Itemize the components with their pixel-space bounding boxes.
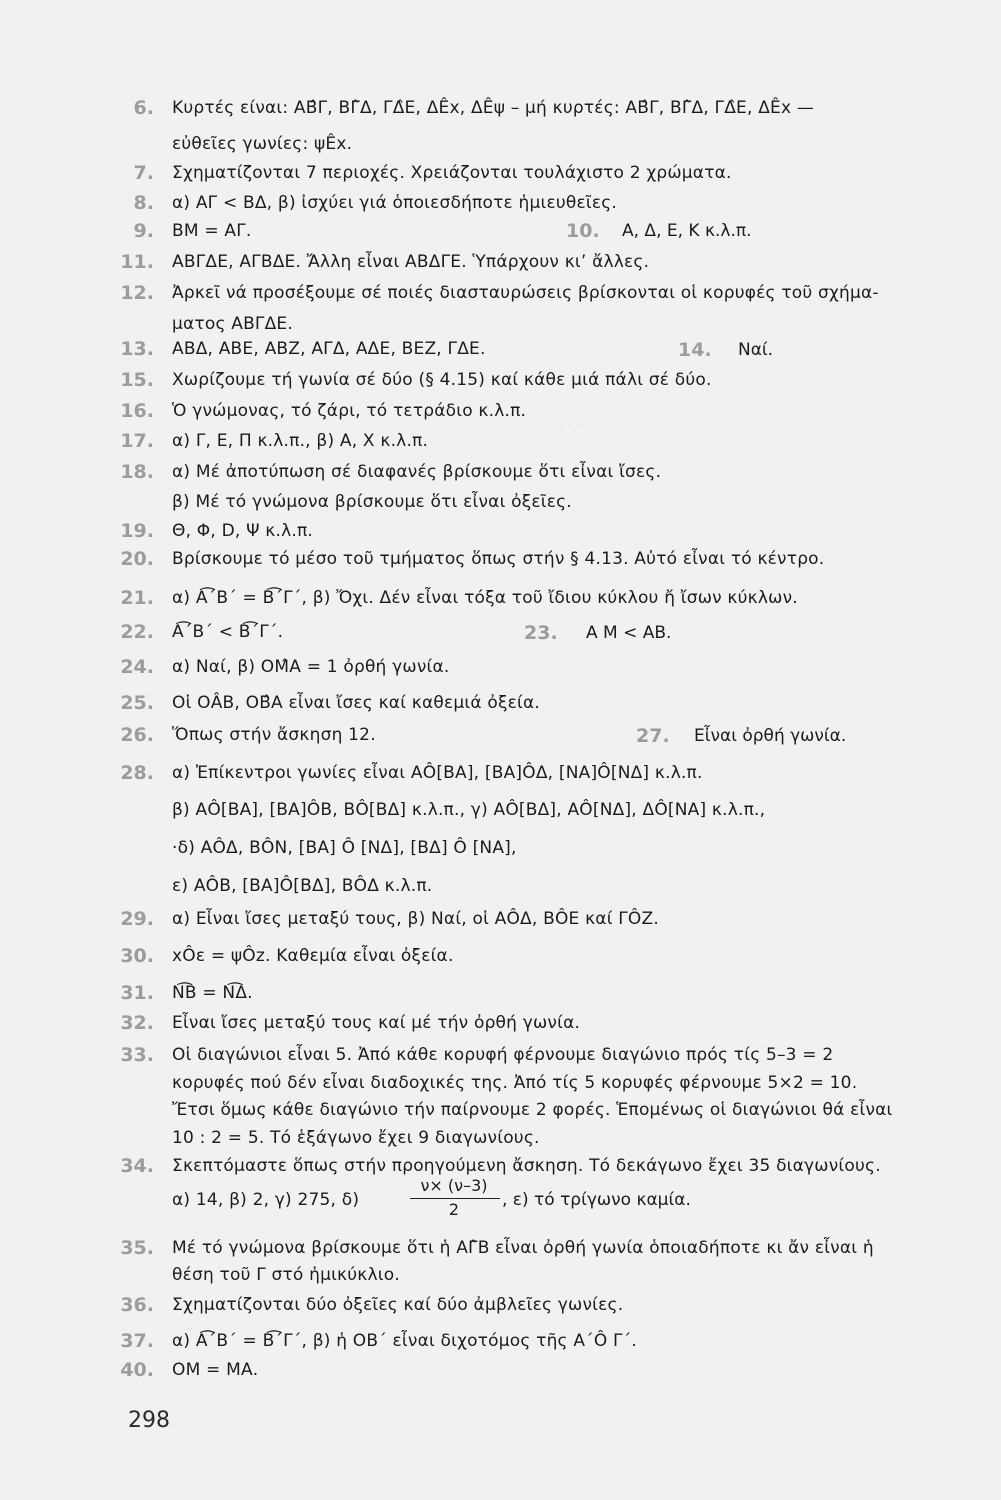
- item-number: 23.: [524, 622, 558, 644]
- item-text-line: α) Ἐπίκεντροι γωνίες εἶναι ΑÔ[ΒΑ], [ΒΑ]ÔΔ, [ΝΑ]Ô[ΝΔ] κ.λ.π.: [172, 763, 703, 783]
- item-number: 30.: [120, 945, 154, 967]
- item-number: 24.: [120, 656, 154, 678]
- item-number: 20.: [120, 548, 154, 570]
- item-text: Α, Δ, Ε, Κ κ.λ.π.: [622, 221, 752, 241]
- item-text-line: Σκεπτόμαστε ὅπως στήν προηγούμενη ἄσκηση. Τό δεκάγωνο ἔχει 35 διαγωνίους.: [172, 1156, 881, 1176]
- item-number: 37.: [120, 1330, 154, 1352]
- item-number: 19.: [120, 520, 154, 542]
- item-number: 25.: [120, 692, 154, 714]
- item-text-line: Μέ τό γνώμονα βρίσκουμε ὅτι ἡ ΑΓ̂Β εἶναι ὀρθή γωνία ὁποιαδήποτε κι ἄν εἶναι ἡ: [172, 1238, 874, 1258]
- item-text-line: ματος ΑΒΓΔΕ.: [172, 314, 293, 334]
- item-number: 12.: [120, 282, 154, 304]
- item-number: 6.: [133, 97, 154, 119]
- item-text-line: ΑΒΔ, ΑΒΕ, ΑΒΖ, ΑΓΔ, ΑΔΕ, ΒΕΖ, ΓΔΕ.: [172, 339, 486, 359]
- item-text-line: ε) ΑÔΒ, [ΒΑ]Ô[ΒΔ], ΒÔΔ κ.λ.π.: [172, 876, 433, 896]
- item-text-line: εὐθεῖες γωνίες: ψÊx.: [172, 134, 353, 154]
- item-text-line: β) ΑÔ[ΒΑ], [ΒΑ]ÔΒ, ΒÔ[ΒΔ] κ.λ.π., γ) ΑÔ[ΒΔ], ΑÔ[ΝΔ], ΔÔ[ΝΑ] κ.λ.π.,: [172, 800, 766, 820]
- item-number: 29.: [120, 908, 154, 930]
- item-text-line: Ἔτσι ὅμως κάθε διαγώνιο τήν παίρνουμε 2 φορές. Ἑπομένως οἱ διαγώνιοι θά εἶναι: [172, 1100, 893, 1120]
- page-number: 298: [128, 1408, 170, 1433]
- item-number: 13.: [120, 338, 154, 360]
- item-number: 36.: [120, 1294, 154, 1316]
- item-text-line: Α͡΄Β΄ < Β͡΄Γ΄.: [172, 622, 284, 642]
- item-text-line: Ν͡Β = Ν͡Δ.: [172, 983, 253, 1003]
- item-text-line: α) 14, β) 2, γ) 275, δ): [172, 1190, 360, 1210]
- item-number: 34.: [120, 1155, 154, 1177]
- item-number: 40.: [120, 1359, 154, 1381]
- item-text: Ναί.: [738, 340, 774, 360]
- item-number: 32.: [120, 1012, 154, 1034]
- item-text-line: Κυρτές είναι: ΑΒ̂Γ, ΒΓ̂Δ, ΓΔ̂Ε, ΔÊx, ΔÊψ – μή κυρτές: ΑΒ̂Γ, ΒΓ̂Δ, ΓΔ̂Ε, ΔÊx —: [172, 98, 815, 118]
- item-text-line: Οἱ διαγώνιοι εἶναι 5. Ἀπό κάθε κορυφή φέρνουμε διαγώνιο πρός τίς 5–3 = 2: [172, 1045, 834, 1065]
- item-number: 7.: [133, 162, 154, 184]
- item-text-line: Θ, Φ, D, Ψ κ.λ.π.: [172, 521, 313, 541]
- fraction-denominator: 2: [448, 1200, 460, 1219]
- item-number: 31.: [120, 982, 154, 1004]
- item-number: 17.: [120, 430, 154, 452]
- item-number: 14.: [678, 339, 712, 361]
- item-number: 27.: [636, 725, 670, 747]
- item-text-line: α) Εἶναι ἴσες μεταξύ τους, β) Ναί, οἱ ΑÔΔ, ΒÔΕ καί ΓÔΖ.: [172, 909, 659, 929]
- item-text-line: α) Ναί, β) ΟΜ̂Α = 1 ὀρθή γωνία.: [172, 657, 450, 677]
- item-text-line: α) ΑΓ < ΒΔ, β) ἰσχύει γιά ὁποιεσδήποτε ἡμιευθεῖες.: [172, 193, 618, 213]
- item-text: Α Μ < ΑΒ.: [586, 623, 672, 643]
- item-text: Εἶναι ὀρθή γωνία.: [694, 726, 847, 746]
- item-number: 26.: [120, 724, 154, 746]
- item-number: 21.: [120, 587, 154, 609]
- item-text-line: κορυφές πού δέν εἶναι διαδοχικές της. Ἀπό τίς 5 κορυφές φέρνουμε 5×2 = 10.: [172, 1073, 858, 1093]
- item-text: , ε) τό τρίγωνο καμία.: [502, 1190, 691, 1210]
- item-text-line: α) Α͡΄Β΄ = Β͡΄Γ΄, β) Ὄχι. Δέν εἶναι τόξα τοῦ ἴδιου κύκλου ἤ ἴσων κύκλων.: [172, 588, 798, 608]
- item-text-line: Βρίσκουμε τό μέσο τοῦ τμήματος ὅπως στήν § 4.13. Αὐτό εἶναι τό κέντρο.: [172, 549, 825, 569]
- item-text-line: Ὅπως στήν ἄσκηση 12.: [172, 725, 376, 745]
- item-text-line: α) Α͡΄Β΄ = Β͡΄Γ΄, β) ἡ ΟΒ΄ εἶναι διχοτόμος τῆς Α΄Ô Γ΄.: [172, 1331, 638, 1351]
- item-number: 22.: [120, 621, 154, 643]
- item-number: 33.: [120, 1044, 154, 1066]
- item-text-line: ΒΜ = ΑΓ.: [172, 221, 252, 241]
- item-number: 18.: [120, 461, 154, 483]
- item-text-line: Οἱ ΟÂΒ, ΟΒ̂Α εἶναι ἴσες καί καθεμιά ὀξεία.: [172, 693, 540, 713]
- item-text-line: ΟΜ = ΜΑ.: [172, 1360, 259, 1380]
- item-text-line: Σχηματίζονται δύο ὀξεῖες καί δύο ἀμβλεῖες γωνίες.: [172, 1295, 624, 1315]
- bleed-through-text: · · ·: [560, 420, 581, 435]
- fraction-numerator: ν× (ν–3): [420, 1176, 488, 1195]
- item-text-line: Χωρίζουμε τή γωνία σέ δύο (§ 4.15) καί κάθε μιά πάλι σέ δύο.: [172, 370, 712, 390]
- item-number: 35.: [120, 1237, 154, 1259]
- item-number: 16.: [120, 400, 154, 422]
- fraction-bar: [410, 1198, 500, 1199]
- item-text-line: α) Μέ ἀποτύπωση σέ διαφανές βρίσκουμε ὅτι εἶναι ἴσες.: [172, 462, 662, 482]
- item-number: 15.: [120, 369, 154, 391]
- item-text-line: Ὁ γνώμονας, τό ζάρι, τό τετράδιο κ.λ.π.: [172, 401, 527, 421]
- item-text-line: Ἀρκεῖ νά προσέξουμε σέ ποιές διασταυρώσεις βρίσκονται οἱ κορυφές τοῦ σχήμα-: [172, 283, 879, 303]
- item-number: 9.: [133, 220, 154, 242]
- item-text-line: Σχηματίζονται 7 περιοχές. Χρειάζονται τουλάχιστο 2 χρώματα.: [172, 163, 732, 183]
- item-text-line: θέση τοῦ Γ στό ἡμικύκλιο.: [172, 1265, 400, 1285]
- item-text-line: α) Γ, Ε, Π κ.λ.π., β) Α, Χ κ.λ.π.: [172, 431, 429, 451]
- item-text-line: β) Μέ τό γνώμονα βρίσκουμε ὅτι εἶναι ὀξεῖες.: [172, 492, 572, 512]
- item-number: 8.: [133, 192, 154, 214]
- item-text-line: 10 : 2 = 5. Τό ἑξάγωνο ἔχει 9 διαγωνίους.: [172, 1128, 540, 1148]
- item-text-line: ·δ) ΑÔΔ, ΒÔΝ, [ΒΑ] Ô [ΝΔ], [ΒΔ] Ô [ΝΑ],: [172, 838, 517, 858]
- item-text-line: Εἶναι ἴσες μεταξύ τους καί μέ τήν ὀρθή γωνία.: [172, 1013, 581, 1033]
- item-number: 28.: [120, 762, 154, 784]
- item-text-line: ΑΒΓΔΕ, ΑΓΒΔΕ. Ἄλλη εἶναι ΑΒΔΓΕ. Ὑπάρχουν κι’ ἄλλες.: [172, 252, 650, 272]
- item-number: 11.: [120, 251, 154, 273]
- item-number: 10.: [566, 220, 600, 242]
- item-text-line: xÔε = ψÔz. Καθεμία εἶναι ὀξεία.: [172, 946, 454, 966]
